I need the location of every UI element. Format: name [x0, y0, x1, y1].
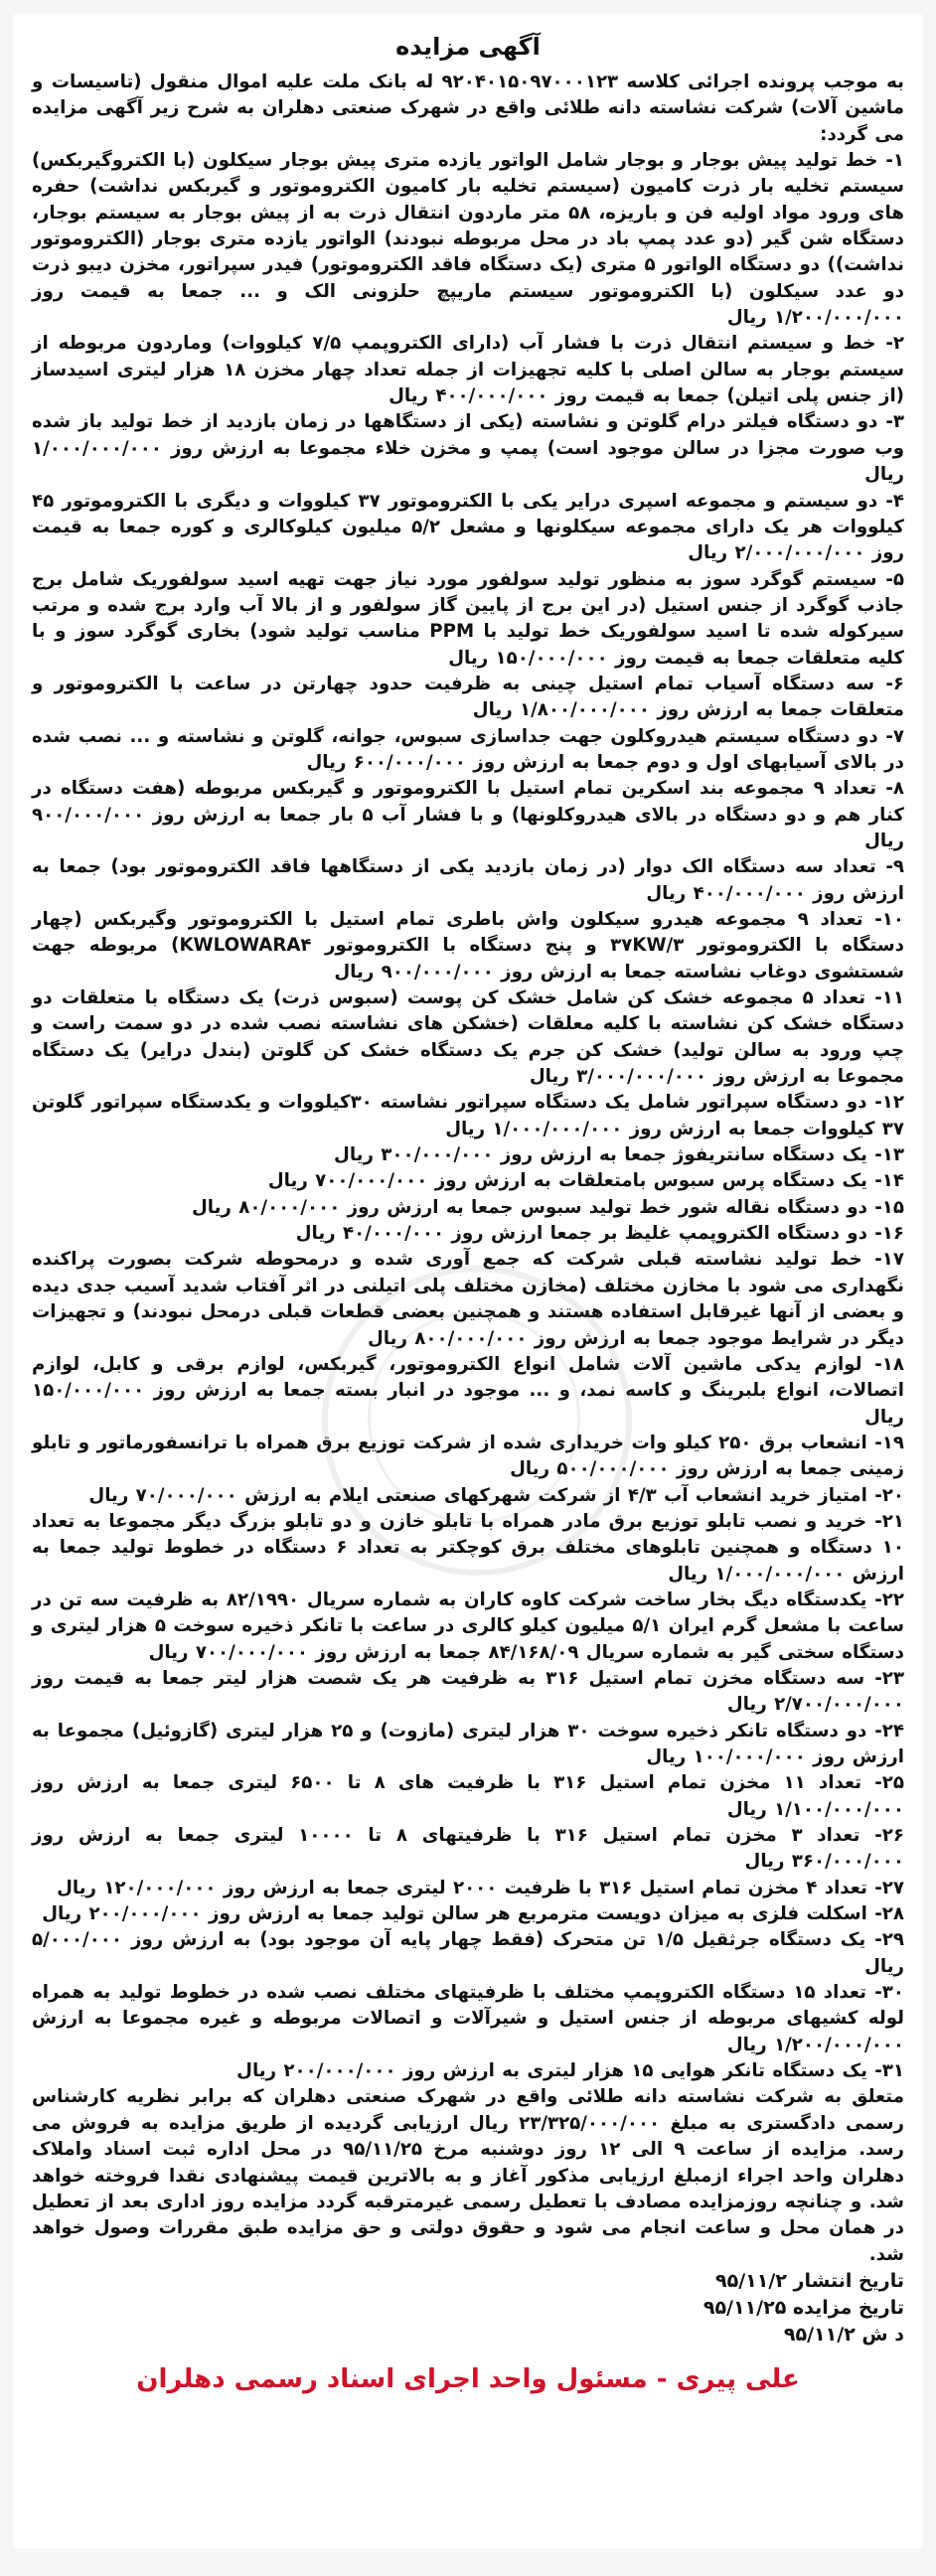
auction-item: ۲۹- یک دستگاه جرثقیل ۱/۵ تن متحرک (فقط چهار پایه آن موجود بود) به ارزش روز ۵/۰۰۰/۰۰۰ ریال: [32, 1929, 904, 1977]
auction-item: ۱۰- تعداد ۹ مجموعه هیدرو سیکلون واش باطری تمام استیل با الکتروموتور وگیربکس (چهار دستگاه با الکتروموتور ۳۷KW/۳ و پنج دستگاه با الکتروموتور KWLOWARA۴) مربوطه جهت شستشوی دوغاب نشاسته جمعا به ارزش روز ۹۰۰/۰۰۰/۰۰۰ ریال: [32, 909, 904, 983]
auction-item: ۲۸- اسکلت فلزی به میزان دویست مترمربع هر سالن تولید جمعا به ارزش روز ۲۰۰/۰۰۰/۰۰۰ ریال: [42, 1903, 904, 1925]
closing-paragraph: متعلق به شرکت نشاسته دانه طلائی واقع در شهرک صنعتی دهلران که برابر نظریه کارشناس رسمی دادگستری به مبلغ ۲۳/۳۲۵/۰۰۰/۰۰۰ ریال ارزیابی گردیده از طریق مزایده به فروش می رسد. مزایده از ساعت ۹ الی ۱۲ روز دوشنبه مرخ ۹۵/۱۱/۲۵ در محل اداره ثبت اسناد واملاک دهلران واحد اجراء ازمبلغ ارزیابی مذکور آغاز و به بالاترین قیمت پیشنهادی نقدا فروخته خواهد شد. و چنانچه روزمزایده مصادف با تعطیل رسمی غیرمترقبه گردد مزایده روز اداری بعد از تعطیل در همان محل و ساعت انجام می شود و حقوق دولتی و حق مزایده طبق مقررات وصول خواهد شد.: [32, 2086, 904, 2265]
auction-item: ۷- دو دستگاه سیستم هیدروکلون جهت جداسازی سبوس، جوانه، گلوتن و نشاسته و ... نصب شده در بالای آسیابهای اول و دوم جمعا به ارزش روز ۶۰۰/۰۰۰/۰۰۰ ریال: [32, 725, 904, 773]
auction-item: ۲- خط و سیستم انتقال ذرت با فشار آب (دارای الکتروپمپ ۷/۵ کیلووات) وماردون مربوطه از سیستم بوجار به سالن اصلی با کلیه تجهیزات از جمله تعداد چهار مخزن ۱۸ هزار لیتری اسیدساز (از جنس پلی اتیلن) جمعا به قیمت روز ۴۰۰/۰۰۰/۰۰۰ ریال: [32, 333, 904, 407]
auction-notice: [14, 14, 922, 2548]
auction-item: ۱۲- دو دستگاه سپراتور شامل یک دستگاه سپراتور نشاسته ۳۰کیلووات و یکدستگاه سپراتور گلوتن ۳۷ کیلووات جمعا به ارزش روز ۱/۰۰۰/۰۰۰/۰۰۰ ریال: [32, 1092, 904, 1139]
auction-item: ۲۶- تعداد ۳ مخزن تمام استیل ۳۱۶ با ظرفیتهای ۸ تا ۱۰۰۰۰ لیتری جمعا به ارزش روز ۳۶۰/۰۰۰/۰۰۰ ریال: [32, 1825, 904, 1873]
auction-item: ۱۵- دو دستگاه نقاله شور خط تولید سبوس جمعا به ارزش روز ۸۰/۰۰۰/۰۰۰ ریال: [191, 1196, 904, 1218]
auction-item: ۳۱- یک دستگاه تانکر هوایی ۱۵ هزار لیتری به ارزش روز ۲۰۰/۰۰۰/۰۰۰ ریال: [236, 2060, 904, 2082]
auction-item: ۲۲- یکدستگاه دیگ بخار ساخت شرکت کاوه کاران به شماره سریال ۸۲/۱۹۹۰ به ظرفیت سه تن در ساعت با مشعل گرم ایران ۵/۱ میلیون کیلو کالری در ساعت با تانکر ذخیره سوخت ۵ هزار لیتری و دستگاه سختی گیر به شماره سریال ۸۴/۱۶۸/۰۹ جمعا به ارزش روز ۷۰۰/۰۰۰/۰۰۰ ریال: [32, 1589, 904, 1663]
auction-item: ۱- خط تولید پیش بوجار و بوجار شامل الواتور یازده متری پیش بوجار سیکلون (با الکتروگیربکس) سیستم تخلیه بار ذرت کامیون (سیستم تخلیه بار کامیون الکتروموتور و گیربکس نداشت) حفره های ورود مواد اولیه فن و باریزه، ۵۸ متر ماردون انتقال ذرت به از پیش بوجار به سیستم بوجار، دستگاه شن گیر (دو عدد پمپ باد در محل مربوطه نبودند) الواتور یازده متری بوجار (الکتروموتور نداشت)) دو دستگاه الواتور ۵ متری (یک دستگاه فاقد الکتروموتور) فیدر سپراتور، مخزن دیبو ذرت دو عدد سیکلون (با الکتروموتور سیستم ماریپچ حلزونی الک و ... جمعا به قیمت روز ۱/۲۰۰/۰۰۰/۰۰۰ ریال: [32, 150, 904, 329]
items-list: [32, 148, 904, 2084]
auction-item: ۲۰- امتیاز خرید انشعاب آب ۴/۳ از شرکت شهرکهای صنعتی ایلام به ارزش ۷۰/۰۰۰/۰۰۰ ریال: [88, 1484, 904, 1506]
auction-item: ۱۸- لوازم یدکی ماشین آلات شامل انواع الکتروموتور، گیربکس، لوازم برقی و کابل، لوازم اتصالات، انواع بلبرینگ و کاسه نمد، و ... موجود در انبار بسته جمعا به ارزش روز ۱۵۰/۰۰۰/۰۰۰ ریال: [32, 1353, 904, 1428]
auction-item: ۲۱- خرید و نصب تابلو توزیع برق مادر همراه با تابلو خازن و دو تابلو بزرگ دیگر مجموعا به تعداد ۱۰ دستگاه و همچنین تابلوهای مختلف برق کوچکتر به تعداد ۶ دستگاه در خطوط تولید جمعا به ارزش ۱/۰۰۰/۰۰۰/۰۰۰ ریال: [32, 1510, 904, 1585]
auction-item: ۲۳- سه دستگاه مخزن تمام استیل ۳۱۶ به ظرفیت هر یک شصت هزار لیتر جمعا به قیمت روز ۲/۷۰۰/۰۰۰/۰۰۰ ریال: [32, 1667, 904, 1716]
auction-item: ۹- تعداد سه دستگاه الک دوار (در زمان بازدید یکی از دستگاهها فاقد الکتروموتور بود) جمعا به ارزش روز ۴۰۰/۰۰۰/۰۰۰ ریال: [32, 856, 904, 904]
auction-item: ۲۷- تعداد ۴ مخزن تمام استیل ۳۱۶ با ظرفیت ۲۰۰۰ لیتری جمعا به ارزش روز ۱۲۰/۰۰۰/۰۰۰ ریال: [57, 1877, 904, 1898]
auction-item: ۳۰- تعداد ۱۵ دستگاه الکتروپمپ مختلف با ظرفیتهای مختلف نصب شده در خطوط تولید به همراه لوله کشیهای مربوطه از جنس استیل و شیرآلات و اتصالات مربوطه و غیره مجموعا به ارزش ۱/۲۰۰/۰۰۰/۰۰۰ ریال: [32, 1982, 904, 2055]
notice-title: آگهی مزایده: [395, 33, 541, 61]
auction-item: ۶- سه دستگاه آسیاب تمام استیل چینی به ظرفیت حدود چهارتن در ساعت با الکتروموتور و متعلقات جمعا به ارزش روز ۱/۸۰۰/۰۰۰/۰۰۰ ریال: [32, 673, 904, 721]
auction-item: ۸- تعداد ۹ مجموعه بند اسکرین تمام استیل با الکتروموتور و گیربکس مربوطه (هفت دستگاه در کنار هم و دو دستگاه در بالای هیدروکلونها) و با فشار آب ۵ بار جمعا به ارزش روز ۹۰۰/۰۰۰/۰۰۰ ریال: [32, 778, 904, 851]
notice-body: [32, 70, 904, 2268]
signature-line: علی پیری - مسئول واحد اجرای اسناد رسمی دهلران: [136, 2363, 800, 2394]
intro-paragraph: به موجب پرونده اجرائی کلاسه ۹۲۰۴۰۱۵۰۹۷۰۰۰۱۲۳ له بانک ملت علیه اموال منقول (تاسیسات و ماشین آلات) شرکت نشاسته دانه طلائی واقع در شهرک صنعتی دهلران به شرح زیر آگهی مزایده می گردد:: [32, 72, 905, 145]
auction-item: ۵- سیستم گوگرد سوز به منظور تولید سولفور مورد نیاز جهت تهیه اسید سولفوریک شامل برج جاذب گوگرد از جنس استیل (در این برج از پایین گاز سولفور و از بالا آب وارد برج شده و مرتب سیرکوله شده تا اسید سولفوریک خط تولید با PPM مناسب تولید شود) بخاری گوگرد سوز و با کلیه متعلقات جمعا به قیمت روز ۱۵۰/۰۰۰/۰۰۰ ریال: [32, 568, 904, 669]
ref-code: د ش ۹۵/۱۱/۲: [783, 2323, 904, 2346]
dates-block: [32, 2268, 904, 2349]
auction-date: تاریخ مزایده ۹۵/۱۱/۲۵: [702, 2296, 904, 2319]
auction-item: ۱۱- تعداد ۵ مجموعه خشک کن شامل خشک کن پوست (سبوس ذرت) یک دستگاه با متعلقات دو دستگاه خشک کن نشاسته با کلیه معلقات (خشکن های نشاسته نصب شده در دو سمت راست و چپ ورود به سالن تولید) خشک کن جرم یک دستگاه خشک کن گلوتن (بندل درایر) یک دستگاه مجموعا به ارزش روز ۳/۰۰۰/۰۰۰/۰۰۰ ریال: [32, 987, 904, 1088]
publish-date: تاریخ انتشار ۹۵/۱۱/۲: [715, 2269, 904, 2292]
auction-item: ۳- دو دستگاه فیلتر درام گلوتن و نشاسته (یکی از دستگاهها در زمان بازدید از خط تولید باز شده وب صورت مجزا در سالن موجود است) پمپ و مخزن خلاء مجموعا به ارزش روز ۱/۰۰۰/۰۰۰/۰۰۰ ریال: [32, 411, 904, 486]
auction-item: ۱۳- یک دستگاه سانتریفوژ جمعا به ارزش روز ۳۰۰/۰۰۰/۰۰۰ ریال: [334, 1144, 904, 1166]
auction-item: ۴- دو سیستم و مجموعه اسپری درایر یکی با الکتروموتور ۳۷ کیلووات و دیگری با الکتروموتور ۴۵ کیلووات هر یک دارای مجموعه سیکلونها و مشعل ۵/۲ میلیون کیلوکالری و کوره جمعا به قیمت روز ۲/۰۰۰/۰۰۰/۰۰۰ ریال: [32, 490, 904, 564]
auction-item: ۱۷- خط تولید نشاسته قبلی شرکت که جمع آوری شده و درمحوطه شرکت بصورت پراکنده نگهداری می شود با مخازن مختلف (مخازن مختلف پلی اتیلنی در اثر آفتاب شدید آسیب جدی دیده و بعضی از آنها غیرقابل استفاده هستند و همچنین بعضی قطعات قبلی درمحل نبودند) و تجهیزات دیگر در شرایط موجود جمعا به ارزش روز ۸۰۰/۰۰۰/۰۰۰ ریال: [32, 1249, 904, 1349]
auction-item: ۲۴- دو دستگاه تانکر ذخیره سوخت ۳۰ هزار لیتری (مازوت) و ۲۵ هزار لیتری (گازوئیل) مجموعا به ارزش روز ۱۰۰/۰۰۰/۰۰۰ ریال: [32, 1720, 904, 1767]
auction-item: ۲۵- تعداد ۱۱ مخزن تمام استیل ۳۱۶ با ظرفیت های ۸ تا ۶۵۰۰ لیتری جمعا به ارزش روز ۱/۱۰۰/۰۰۰/۰۰۰ ریال: [32, 1772, 904, 1820]
auction-item: ۱۴- یک دستگاه پرس سبوس بامتعلقات به ارزش روز ۷۰۰/۰۰۰/۰۰۰ ریال: [267, 1170, 904, 1192]
auction-item: ۱۹- انشعاب برق ۲۵۰ کیلو وات خریداری شده از شرکت توزیع برق همراه با ترانسفورماتور و تابلو زمینی جمعا به ارزش روز ۵۰۰/۰۰۰/۰۰۰ ریال: [32, 1432, 904, 1480]
auction-item: ۱۶- دو دستگاه الکتروپمپ غلیظ بر جمعا ارزش روز ۴۰/۰۰۰/۰۰۰ ریال: [295, 1223, 904, 1245]
